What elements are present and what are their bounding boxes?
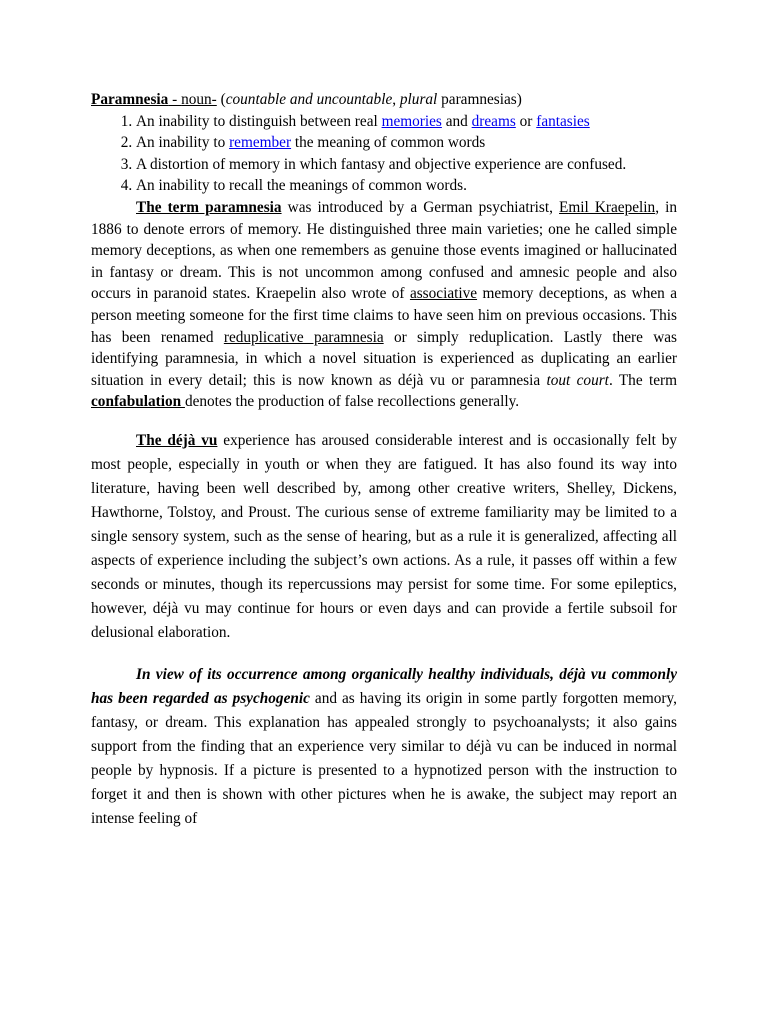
comma: , <box>392 91 400 108</box>
document-page <box>91 89 677 831</box>
paragraph-deja-vu <box>91 429 677 645</box>
paragraph-text: or simply reduplication. Lastly there was identifying paramnesia, in which a novel situation is experienced as duplicating an earlier situation in every detail; this is now known as déjà vu or paramnesia <box>91 328 677 389</box>
paragraph-text: and as having its origin in some partly forgotten memory, fantasy, or dream. This explanation has appealed strongly to psychoanalysts; it also gains support from the finding that an experience very similar to déjà vu can be induced in normal people by hypnosis. If a picture is presented to a hypnotized person with the instruction to forget it and then is shown with other pictures when he is awake, the subject may report an intense feeling of <box>91 689 677 827</box>
link-memories[interactable]: memories <box>381 112 442 130</box>
paragraph-text: , in 1886 to denote errors of memory. He distinguished three main varieties; one he called simple memory deceptions, as when one remembers as genuine those events imagined or hallucinated in fantasy or dream. This is not uncommon among confused and amnesic people and also occurs in paranoid states. Kraepelin also wrote of <box>91 198 677 303</box>
term-reduplicative: reduplicative paramnesia <box>223 328 384 346</box>
definition-list <box>91 111 677 197</box>
term-tout-court: tout court <box>546 371 609 389</box>
name-kraepelin: Emil Kraepelin <box>559 198 656 216</box>
definition-text: the meaning of common words <box>291 134 486 152</box>
entry-term: Paramnesia <box>91 91 169 108</box>
open-paren: ( <box>216 91 226 108</box>
definition-text: or <box>515 112 537 130</box>
plural-label: plural <box>399 91 438 108</box>
paragraph-lead: The déjà vu <box>136 431 218 449</box>
paragraph-text: denotes the production of false recollections generally. <box>184 393 520 411</box>
paragraph-text: was introduced by a German psychiatrist, <box>281 198 560 216</box>
paragraph-text: experience has aroused considerable interest and is occasionally felt by most people, especially in youth or when they are fatigued. It has also found its way into literature, having been well described by, among other creative writers, Shelley, Dickens, Hawthorne, Tolstoy, and Proust. The curious sense of extreme familiarity may be limited to a single sensory system, such as the sense of hearing, but as a rule it is generalized, affecting all aspects of experience including the subject’s own actions. As a rule, it passes off within a few seconds or minutes, though its repercussions may persist for some time. For some epileptics, however, déjà vu may continue for hours or even days and can provide a fertile subsoil for delusional elaboration. <box>91 431 677 641</box>
link-fantasies[interactable]: fantasies <box>536 112 590 130</box>
definition-item <box>136 132 677 154</box>
term-associative: associative <box>409 285 478 303</box>
paragraph-text: . The term <box>608 371 677 389</box>
link-dreams[interactable]: dreams <box>471 112 516 130</box>
definition-item <box>136 111 677 133</box>
term-confabulation: confabulation <box>91 393 185 411</box>
definition-item: 4. An inability to recall the meanings of common words. <box>136 175 677 197</box>
definition-text: An inability to distinguish between real <box>136 112 382 130</box>
paragraph-lead: In view of its occurrence among organically healthy individuals, déjà vu commonly has been regarded as psychogenic <box>91 665 677 707</box>
link-remember[interactable]: remember <box>229 134 292 152</box>
entry-dash: - <box>168 91 182 108</box>
definition-text: and <box>441 112 472 130</box>
paragraph-text: memory deceptions, as when a person meeting someone for the first time claims to have seen him on previous occasions. This has been renamed <box>91 285 677 346</box>
paragraph-lead: The term paramnesia <box>136 198 282 216</box>
paragraph-term-paramnesia <box>91 197 677 413</box>
definition-text: An inability to <box>136 134 230 152</box>
paragraph-psychogenic <box>91 663 677 831</box>
plural-form: paramnesias) <box>437 91 522 108</box>
countability-label: countable and uncountable <box>225 91 393 108</box>
entry-header <box>91 89 677 111</box>
definition-item: 3. A distortion of memory in which fantasy and objective experience are confused. <box>136 154 677 176</box>
part-of-speech: noun- <box>181 91 217 108</box>
